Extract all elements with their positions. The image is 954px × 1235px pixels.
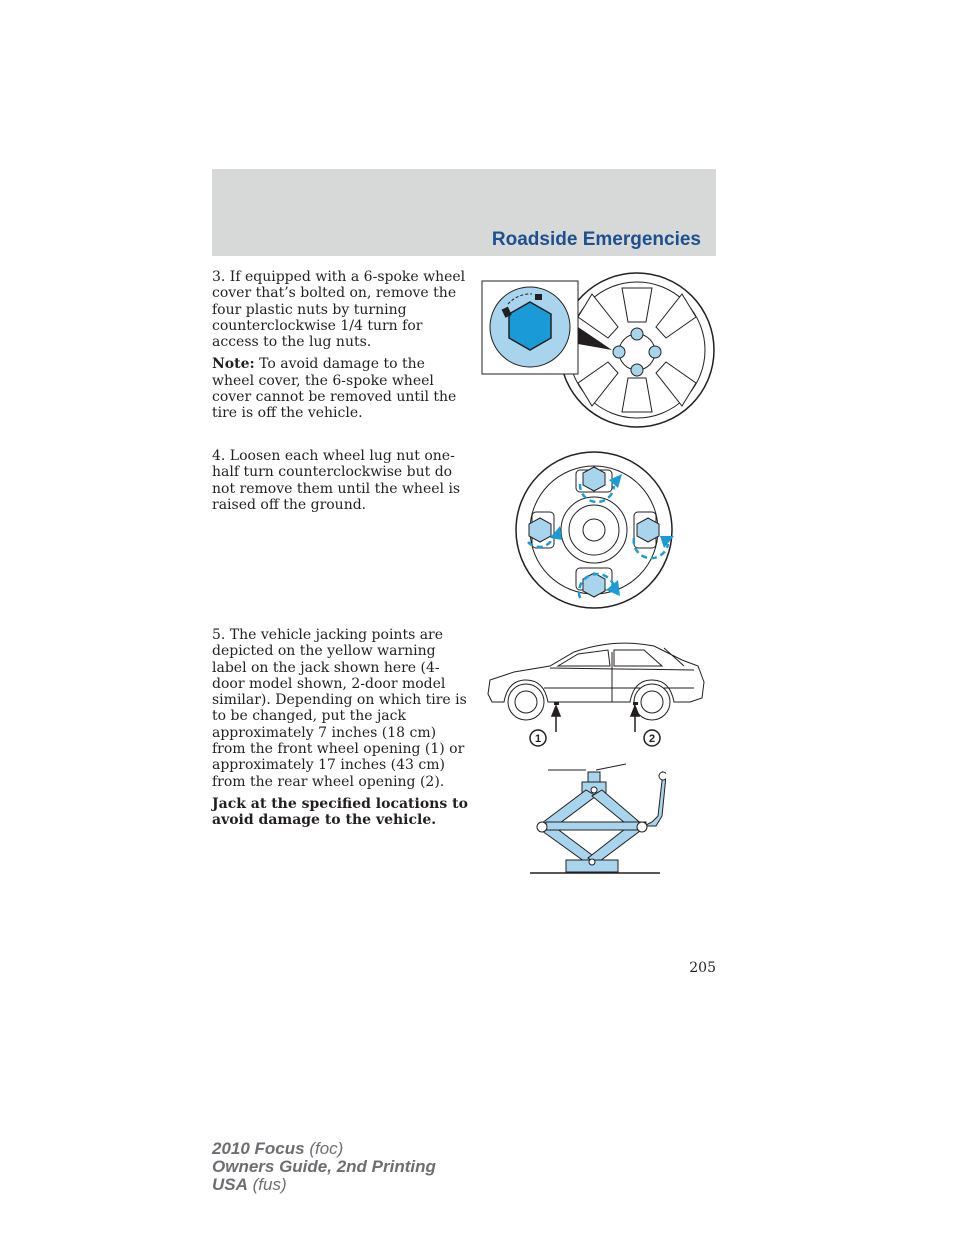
step-3-note [212, 356, 468, 421]
step-3-block [212, 269, 468, 428]
step-5-block [212, 627, 468, 835]
page-number: 205 [689, 960, 716, 976]
footer-model-code: (foc) [304, 1139, 344, 1158]
footer-model: 2010 Focus [212, 1139, 305, 1158]
callout-2: 2 [648, 733, 656, 745]
section-title: Roadside Emergencies [491, 229, 701, 250]
step-5-text: 5. The vehicle jacking points are depicted on the yellow warning label on the jack shown here (4-door model shown, 2-door model similar). Depending on which tire is to be changed, put the jack approximately 7 inches (18 cm) from the front wheel opening (1) or approximately 17 inches (43 cm) from the rear wheel opening (2). [212, 627, 467, 790]
lug-nut-illustration [514, 450, 676, 612]
car-jacking-points-illustration [484, 636, 710, 750]
footer-line-2: Owners Guide, 2nd Printing [212, 1157, 436, 1176]
footer-market-code: (fus) [247, 1175, 287, 1194]
callout-1: 1 [534, 733, 542, 745]
scissor-jack-illustration [526, 756, 666, 876]
note-label: Note: [212, 356, 255, 373]
footer-line-1 [212, 1140, 436, 1158]
footer-line-3 [212, 1176, 436, 1194]
note-text: To avoid damage to the wheel cover, the 6-spoke wheel cover cannot be removed until the tire is off the vehicle. [212, 356, 457, 422]
step-3-text: 3. If equipped with a 6-spoke wheel cover that’s bolted on, remove the four plastic nuts by turning counterclockwise 1/4 turn for access to the lug nuts. [212, 269, 466, 351]
step-4-text: 4. Loosen each wheel lug nut one-half turn counterclockwise but do not remove them until the wheel is raised off the ground. [212, 448, 461, 513]
footer-market: USA [212, 1175, 248, 1194]
section-header-bar [212, 169, 716, 256]
step-4-block [212, 448, 468, 519]
wheel-cover-illustration [480, 272, 720, 432]
footer [212, 1140, 436, 1194]
step-5-warning: Jack at the specified locations to avoid damage to the vehicle. [212, 795, 468, 829]
